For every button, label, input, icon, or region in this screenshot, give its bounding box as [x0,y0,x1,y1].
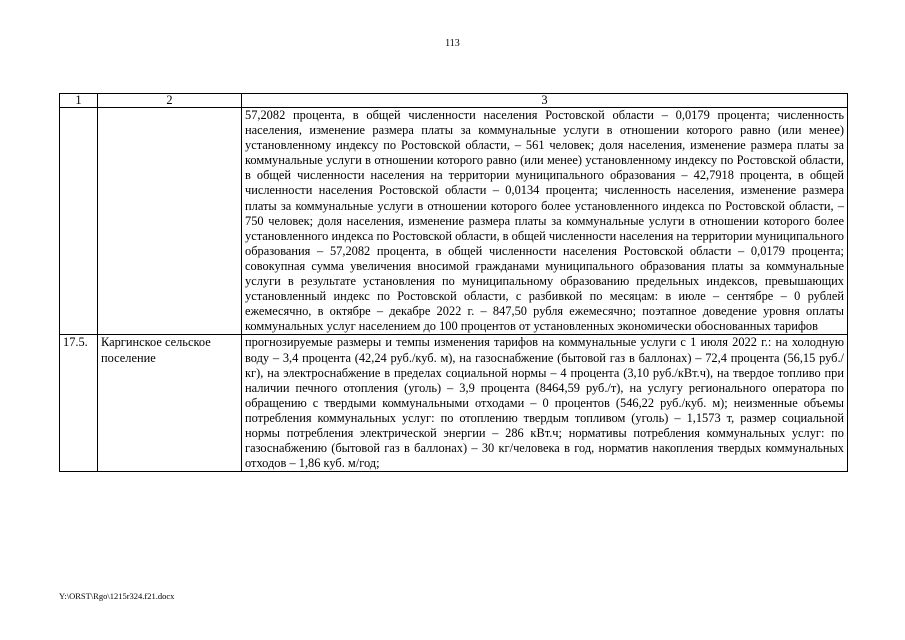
page-number: 113 [445,38,460,49]
row-name-cell: Каргинское сельское поселение [98,335,242,472]
row-name-cell [98,108,242,335]
table-row [60,335,848,472]
row-text: 57,2082 процента, в общей численности населения Ростовской области – 0,0179 процента; численность населения, изменение размера платы за коммунальные услуги в отношении которого равно (или менее) установленному индексу по Ростовской области, – 561 человек; доля населения, изменение размера платы за коммунальные услуги в отношении которого равно (или менее) установленному индексу по Ростовской области, в общей численности населения на территории муниципального образования – 42,7918 процента, в общей численности населения Ростовской области – 0,0134 процента; численность населения, изменение размера платы за коммунальные услуги в отношении которого более установленного индекса по Ростовской области, – 750 человек; доля населения, изменение размера платы за коммунальные услуги в отношении которого более установленного индекса по Ростовской области, в общей численности населения на территории муниципального образования – 57,2082 процента, в общей численности населения Ростовской области – 0,0179 процента; совокупная сумма увеличения вносимой гражданами муниципального образования платы за коммунальные услуги в результате установления по муниципальному образованию предельных индексов, превышающих установленный индекс по Ростовской области, с разбивкой по месяцам: в июле – сентябре – 0 рублей ежемесячно, в октябре – декабре 2022 г. – 847,50 рубля ежемесячно; поэтапное доведение уровня оплаты коммунальных услуг населением до 100 процентов от установленных экономически обоснованных тарифов [245,108,844,334]
table-row [60,108,848,335]
row-text-cell [242,108,848,335]
header-col-3: 3 [242,94,848,108]
row-text-cell [242,335,848,472]
row-text: прогнозируемые размеры и темпы изменения тарифов на коммунальные услуги с 1 июля 2022 г.: на холодную воду – 3,4 процента (42,24 руб./куб. м), на газоснабжение (бытовой газ в баллонах) – 72,4 процента (56,15 руб./кг), на электроснабжение в пределах социальной нормы – 4 процента (3,10 руб./кВт.ч), на твердое топливо при наличии печного отопления (уголь) – 3,9 процента (8464,59 руб./т), на услугу регионального оператора по обращению с твердыми коммунальными отходами – 0 процентов (546,22 руб./куб. м); неизменные объемы потребления коммунальных услуг: по отоплению твердым топливом (уголь) – 1,1573 т, размер социальной нормы потребления электрической энергии – 286 кВт.ч; нормативы потребления коммунальных услуг: по газоснабжению (бытовой газ в баллонах) – 30 кг/человека в год, норматив накопления твердых коммунальных отходов – 1,86 куб. м/год; [245,335,844,471]
row-number-cell: 17.5. [60,335,98,472]
header-col-1: 1 [60,94,98,108]
row-number-cell [60,108,98,335]
table-header-row [60,94,848,108]
tariff-table [59,93,848,472]
header-col-2: 2 [98,94,242,108]
footer-file-path: Y:\ORST\Rgo\1215r324.f21.docx [59,591,175,601]
